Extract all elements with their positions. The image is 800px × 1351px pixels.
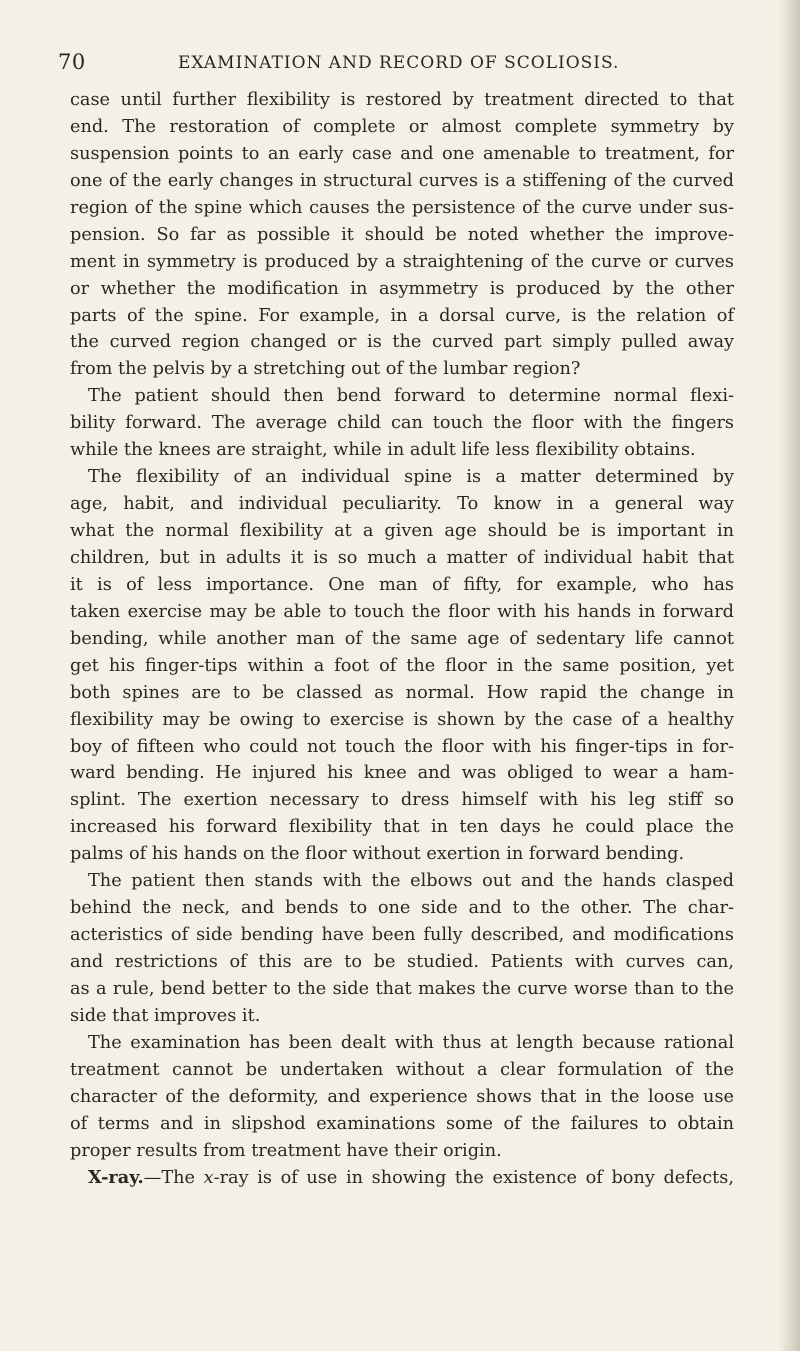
text-line: it is of less importance. One man of fifty, for example, who has [70,574,734,595]
text-line: ward bending. He injured his knee and was obliged to wear a ham- [70,763,734,784]
text-line: parts of the spine. For example, in a dorsal curve, is the relation of [70,305,734,326]
text-line: taken exercise may be able to touch the floor with his hands in forward [70,601,734,622]
text-line: age, habit, and individual peculiarity. To know in a general way [70,494,734,515]
text-line: The patient then stands with the elbows out and the hands clasped [88,871,734,892]
text-line: get his finger-tips within a foot of the floor in the same position, yet [70,655,734,676]
text-line: of terms and in slipshod examinations some of the failures to obtain [70,1113,734,1134]
section-heading-xray: X-ray. [88,1166,144,1188]
text-line: as a rule, bend better to the side that makes the curve worse than to the [70,978,734,999]
text-line: children, but in adults it is so much a matter of individual habit that [70,547,734,568]
text-line: and restrictions of this are to be studied. Patients with curves can, [70,952,734,972]
text-line: side that improves it. [70,1005,261,1026]
xray-rest: -ray is of use in showing the existence of bony defects, [213,1167,734,1188]
text-line: while the knees are straight, while in adult life less flexibility obtains. [70,440,696,461]
running-head: EXAMINATION AND RECORD OF SCOLIOSIS. [178,53,620,73]
text-line: the curved region changed or is the curved part simply pulled away [70,332,734,353]
page-edge-shadow [778,0,800,1351]
text-line: acteristics of side bending have been fully described, and modifications [70,925,734,946]
text-line: region of the spine which causes the persistence of the curve under sus- [70,197,734,218]
page-number: 70 [58,50,86,74]
text-line: character of the deformity, and experience shows that in the loose use [70,1086,734,1107]
text-line: one of the early changes in structural curves is a stiffening of the curved [70,170,734,191]
text-line: from the pelvis by a stretching out of the lumbar region? [70,359,581,380]
text-line: both spines are to be classed as normal. How rapid the change in [70,682,734,703]
xray-italic-x: x [203,1167,214,1188]
text-line: bility forward. The average child can touch the floor with the fingers [70,413,734,434]
text-line: proper results from treatment have their origin. [70,1140,502,1161]
text-line: case until further flexibility is restored by treatment directed to that [70,90,734,110]
text-line: The flexibility of an individual spine is a matter determined by [88,467,734,488]
xray-dash: —The [143,1167,204,1188]
text-line: boy of fifteen who could not touch the floor with his finger-tips in for- [70,736,734,757]
text-line: palms of his hands on the floor without exertion in forward bending. [70,844,685,865]
text-line: what the normal flexibility at a given age should be is important in [70,521,734,541]
text-line: pension. So far as possible it should be noted whether the improve- [70,224,734,245]
body-text [70,87,734,1191]
text-line: bending, while another man of the same age of sedentary life cannot [70,628,734,649]
text-line: ment in symmetry is produced by a straightening of the curve or curves [70,251,734,272]
text-line: suspension points to an early case and one amenable to treatment, for [70,143,734,164]
text-line: The patient should then bend forward to determine normal flexi- [88,386,734,407]
text-line: treatment cannot be undertaken without a clear formulation of the [70,1059,734,1080]
text-line-xray [70,1165,734,1192]
text-line: increased his forward flexibility that in ten days he could place the [70,817,734,838]
text-line: flexibility may be owing to exercise is shown by the case of a healthy [70,709,734,730]
text-line: splint. The exertion necessary to dress himself with his leg stiff so [70,790,734,811]
text-line: or whether the modification in asymmetry is produced by the other [70,278,734,299]
text-line: The examination has been dealt with thus at length because rational [88,1032,734,1053]
text-line: behind the neck, and bends to one side and to the other. The char- [70,898,734,919]
page-header [58,50,734,78]
text-line: end. The restoration of complete or almost complete symmetry by [70,116,734,137]
